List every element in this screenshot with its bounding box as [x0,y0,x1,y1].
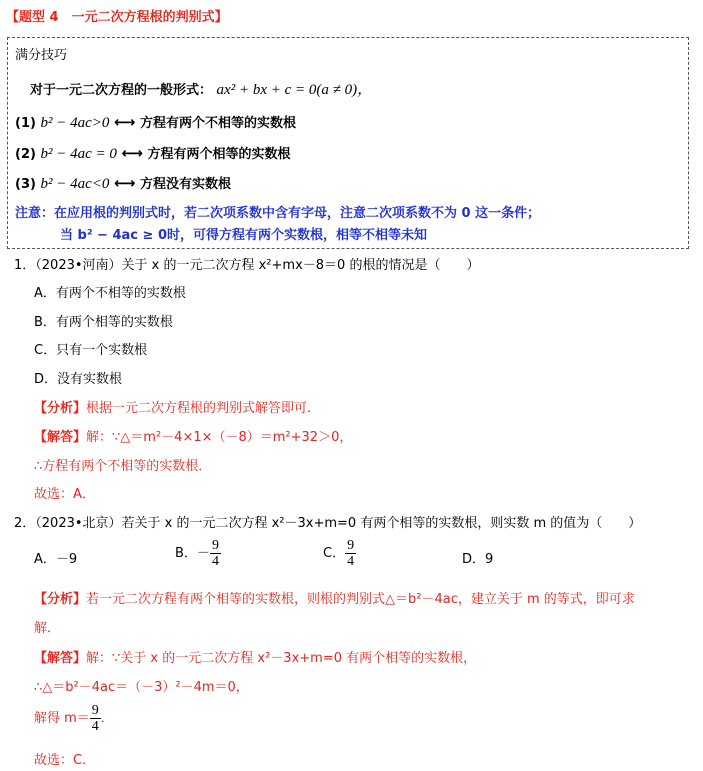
q1-analysis [34,397,320,416]
case-3-expr: b² − 4ac<0 [40,176,110,192]
case-1-expr: b² − 4ac>0 [40,115,110,131]
q2-option-c-fraction [345,538,356,569]
fraction-denominator: 4 [347,554,355,569]
fraction-numerator: 9 [211,538,219,553]
q2-solve-fraction [90,703,101,734]
fraction-numerator: 9 [347,538,355,553]
case-1-label: (1) [15,116,36,131]
case-2-expr: b² − 4ac = 0 [40,146,117,162]
q2-analysis-tag: 【分析】 [34,592,87,607]
case-1-text: 方程有两个不相等的实数根 [139,116,296,131]
q2-option-a: A．－9 [34,552,78,567]
note-line-2: 当 b² − 4ac ≥ 0时，可得方程有两个实数根，相等不相等未知 [60,228,427,243]
double-arrow-icon: ⟷ [113,174,136,192]
q1-answer: 故选：A． [34,487,95,502]
q2-option-d: D．9 [462,552,494,567]
q1-solution-prefix: 解： [86,430,113,445]
case-2 [15,143,290,163]
double-arrow-icon: ⟷ [121,144,143,162]
q1-conclusion: ∴方程有两个不相等的实数根． [34,459,212,474]
q2-solution-line-1 [34,647,476,666]
general-form-formula: ax² + bx + c = 0(a ≠ 0)， [216,82,373,98]
note-line-1: 注意：在应用根的判别式时，若二次项系数中含有字母，注意二次项系数不为 0 这一条件； [15,206,541,221]
q1-option-d: D．没有实数根 [34,372,123,387]
fraction-denominator: 4 [211,554,219,569]
tips-title: 满分技巧 [15,48,68,63]
tips-intro-line [30,78,372,99]
q1-solution-text: ∵△＝m²－4×1×（－8）＝m²+32＞0， [112,430,353,445]
q1-option-a: A．有两个不相等的实数根 [34,286,186,301]
tips-intro: 对于一元二次方程的一般形式： [30,83,213,98]
case-3-label: (3) [15,177,36,192]
q1-option-b: B．有两个相等的实数根 [34,315,173,330]
case-1 [15,112,296,132]
q2-option-b-sign: － [196,546,210,561]
case-2-label: (2) [15,147,36,162]
q2-analysis-text: 若一元二次方程有两个相等的实数根，则根的判别式△＝b²－4ac，建立关于 m 的等式，即可求 [86,592,635,607]
q2-solution-line-2: ∴△＝b²－4ac＝（－3）²－4m＝0， [34,680,249,695]
q2-analysis-line-1 [34,588,635,607]
q2-analysis-line-2: 解． [34,621,61,636]
q2-option-b-label: B． [175,546,197,561]
q1-solution-tag: 【解答】 [34,430,87,445]
q1-option-c: C．只有一个实数根 [34,343,148,358]
q2-solve-prefix: 解得 m＝ [34,711,90,726]
q1-solution [34,426,352,445]
q2-solve-suffix: ． [100,711,114,726]
q2-option-c-label: C． [323,546,346,561]
q2-stem: 2．（2023•北京）若关于 x 的一元二次方程 x²－3x+m=0 有两个相等的实数根，则实数 m 的值为（ ） [14,516,642,531]
section-title: 【题型 4 一元二次方程根的判别式】 [6,10,228,25]
q2-solve-line [34,703,114,734]
q2-solution-tag: 【解答】 [34,651,87,666]
fraction-denominator: 4 [91,719,99,734]
q2-option-c [323,538,356,569]
q2-option-b [175,538,221,569]
case-3 [15,173,231,193]
double-arrow-icon: ⟷ [113,113,136,131]
q1-stem: 1．（2023•河南）关于 x 的一元二次方程 x²+mx－8＝0 的根的情况是（ ） [14,258,480,273]
q1-analysis-tag: 【分析】 [34,401,87,416]
case-2-text: 方程有两个相等的实数根 [147,147,291,162]
q2-solution-prefix: 解： [86,651,113,666]
q2-answer: 故选：C． [34,753,96,768]
q2-option-b-fraction [210,538,221,569]
q2-solution-text: ∵关于 x 的一元二次方程 x²－3x+m=0 有两个相等的实数根， [112,651,477,666]
fraction-numerator: 9 [91,703,99,718]
q1-analysis-text: 根据一元二次方程根的判别式解答即可． [86,401,321,416]
case-3-text: 方程没有实数根 [139,177,231,192]
